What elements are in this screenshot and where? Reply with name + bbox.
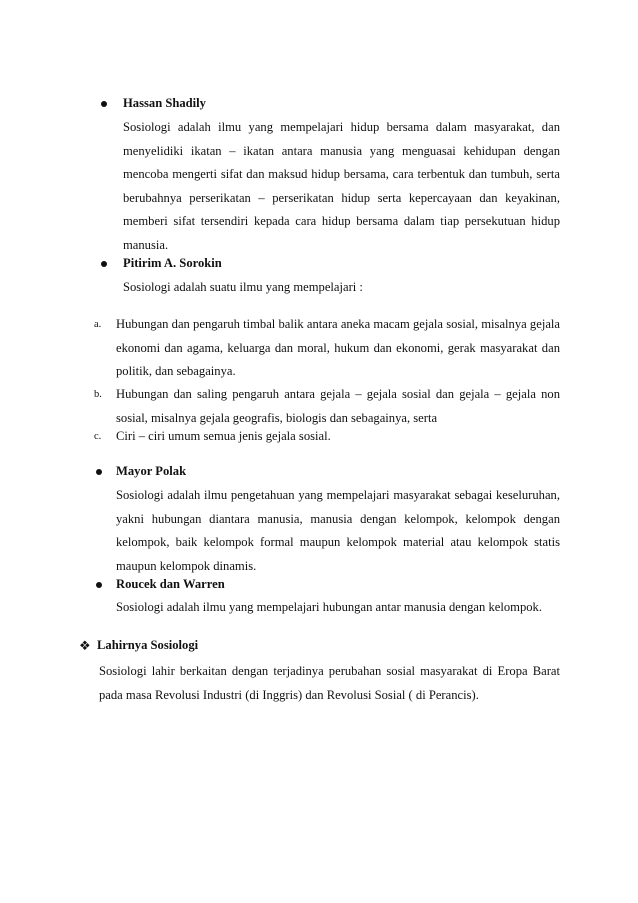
heading-pitirim-sorokin: Pitirim A. Sorokin <box>123 256 222 270</box>
list-item-b: Hubungan dan saling pengaruh antara gejala – gejala sosial dan gejala – gejala non sosial, misalnya gejala geografis, biologis dan sebagainya, serta <box>116 387 560 425</box>
paragraph-lahirnya-sosiologi: Sosiologi lahir berkaitan dengan terjadinya perubahan sosial masyarakat di Eropa Barat pada masa Revolusi Industri (di Inggris) dan Revolusi Sosial ( di Perancis). <box>99 664 560 702</box>
paragraph-sorokin-intro: Sosiologi adalah suatu ilmu yang mempelajari : <box>123 280 363 294</box>
bullet-icon <box>96 582 102 588</box>
list-item-a: Hubungan dan pengaruh timbal balik antara aneka macam gejala sosial, misalnya gejala ekonomi dan agama, keluarga dan moral, hukum dan ekonomi, gerak masyarakat dan politik, dan sebagainya. <box>116 317 560 379</box>
list-item-c: Ciri – ciri umum semua jenis gejala sosial. <box>116 429 331 443</box>
heading-roucek-warren: Roucek dan Warren <box>116 577 225 591</box>
heading-mayor-polak: Mayor Polak <box>116 464 187 478</box>
bullet-icon <box>101 101 107 107</box>
diamond-bullet-icon: ❖ <box>79 638 91 653</box>
paragraph-hassan-shadily: Sosiologi adalah ilmu yang mempelajari hidup bersama dalam masyarakat, dan menyelidiki ikatan – ikatan antara manusia yang menguasai kehidupan dengan mencoba mengerti sifat dan maksud hidup bersama, cara terbentuk dan tumbuh, serta berubahnya perserikatan – perserikatan hidup serta kepercayaan dan keyakinan, memberi sifat tersendiri kepada cara hidup bersama dalam tiap persekutuan hidup manusia. <box>123 120 560 252</box>
paragraph-mayor-polak: Sosiologi adalah ilmu pengetahuan yang mempelajari masyarakat sebagai keseluruhan, yakni hubungan diantara manusia, manusia dengan kelompok, kelompok dengan kelompok, baik kelompok formal maupun kelompok material atau kelompok statis maupun kelompok dinamis. <box>116 488 560 573</box>
list-letter-c: c. <box>94 431 102 442</box>
list-letter-b: b. <box>94 389 102 400</box>
heading-lahirnya-sosiologi: Lahirnya Sosiologi <box>97 638 199 652</box>
heading-hassan-shadily: Hassan Shadily <box>123 96 206 110</box>
bullet-icon <box>96 469 102 475</box>
list-letter-a: a. <box>94 319 102 330</box>
paragraph-roucek-warren: Sosiologi adalah ilmu yang mempelajari hubungan antar manusia dengan kelompok. <box>116 600 542 614</box>
bullet-icon <box>101 261 107 267</box>
